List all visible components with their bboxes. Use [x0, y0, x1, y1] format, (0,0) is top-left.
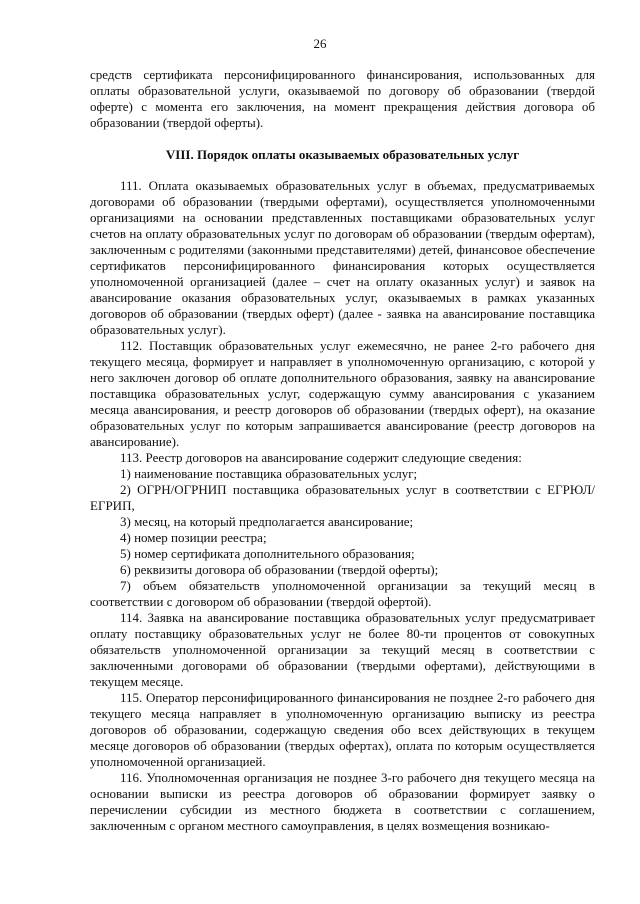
intro-paragraph: средств сертификата персонифицированного финансирования, использованных для оплаты образовательной услуги, оказываемой по договору об образовании (твердой оферте) с момента его заключения, на момент прекращения действия договора об образовании (твердой оферты). — [90, 67, 595, 130]
paragraph-112: 112. Поставщик образовательных услуг ежемесячно, не ранее 2-го рабочего дня текущего месяца, формирует и направляет в уполномоченную организацию, с которой у него заключен договор об оплате дополнительного образования, заявку на авансирование поставщика образовательных услуг, содержащую сумму авансирования с указанием месяца авансирования, и реестр договоров об образовании (твердых оферт), на оказание образовательных услуг по которым запрашивается авансирование (реестр договоров на авансирование). — [90, 338, 595, 449]
list-item-1: 1) наименование поставщика образовательных услуг; — [120, 466, 418, 481]
document-body — [90, 67, 595, 834]
list-item-6: 6) реквизиты договора об образовании (твердой оферты); — [120, 562, 439, 577]
list-item-2: 2) ОГРН/ОГРНИП поставщика образовательных услуг в соответствии с ЕГРЮЛ/ЕГРИП, — [90, 482, 595, 513]
list-item-4: 4) номер позиции реестра; — [120, 530, 267, 545]
list-item-5: 5) номер сертификата дополнительного образования; — [120, 546, 415, 561]
paragraph-114: 114. Заявка на авансирование поставщика образовательных услуг предусматривает оплату поставщику образовательных услуг не более 80-ти процентов от совокупных обязательств уполномоченной организации за текущий месяц в соответствии с заключенными договорами об образовании (твердыми офертами), действующими в текущем месяце. — [90, 610, 595, 689]
list-item-7: 7) объем обязательств уполномоченной организации за текущий месяц в соответствии с договором об образовании (твердой офертой). — [90, 578, 595, 609]
paragraph-115: 115. Оператор персонифицированного финансирования не позднее 2-го рабочего дня текущего месяца направляет в уполномоченную организацию выписку из реестра договоров об образовании, содержащую сведения обо всех действующих в текущем месяце договоров об образовании (твердых офертах), оплата по которым осуществляется уполномоченной организацией. — [90, 690, 595, 769]
paragraph-113: 113. Реестр договоров на авансирование содержит следующие сведения: — [120, 450, 522, 465]
paragraph-111: 111. Оплата оказываемых образовательных услуг в объемах, предусматриваемых договорами об образовании (твердыми офертами), осуществляется уполномоченными организациями на основании представленных поставщиками образовательных услуг счетов на оплату образовательных услуг по договорам об образовании (твердым офертам), заключенным с родителями (законными представителями) детей, финансовое обеспечение сертификатов персонифицированного финансирования которых осуществляется уполномоченной организацией (далее – счет на оплату оказанных услуг) и заявок на авансирование оказания образовательных услуг, оказываемых в рамках указанных договоров об образовании (твердых оферт) (далее - заявка на авансирование поставщика образовательных услуг). — [90, 178, 595, 337]
list-item-3: 3) месяц, на который предполагается авансирование; — [120, 514, 414, 529]
section-heading: VIII. Порядок оплаты оказываемых образовательных услуг — [165, 147, 520, 162]
page-number: 26 — [313, 36, 327, 51]
paragraph-116: 116. Уполномоченная организация не позднее 3-го рабочего дня текущего месяца на основании выписки из реестра договоров об образовании формирует заявку о перечислении субсидии из местного бюджета в соответствии с соглашением, заключенным с органом местного самоуправления, в целях возмещения возникаю- — [90, 770, 595, 833]
